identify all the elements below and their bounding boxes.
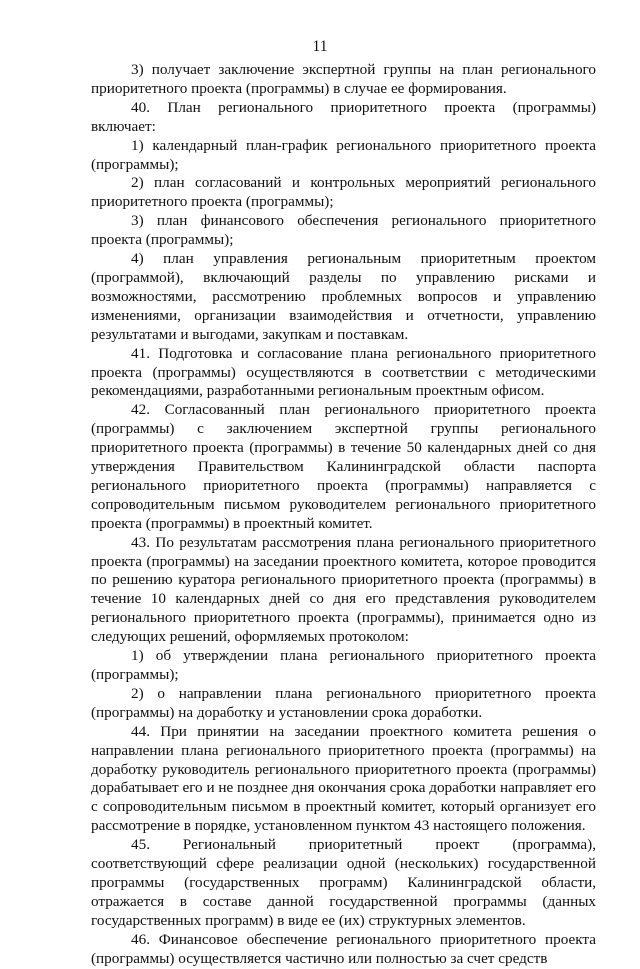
list-item-approval-decision: 1) об утверждении плана регионального приоритетного проекта (программы); [91,647,596,683]
list-item-approvals-plan: 2) план согласований и контрольных мероприятий регионального приоритетного проекта (программы); [91,174,596,211]
list-item-management-plan: 4) план управления региональным приоритетным проектом (программой), включающий разделы по управлению рисками и возможностями, рассмотрению проблемных вопросов и управлению изменениями, организации взаимодействия и отчетности, управлению результатами и выгодами, закупкам и поставкам. [91,250,596,343]
paragraph-item-3-conclusion: 3) получает заключение экспертной группы на план регионального приоритетного проекта (программы) в случае ее формирования. [91,61,596,97]
document-body [91,61,596,969]
paragraph-43: 43. По результатам рассмотрения плана регионального приоритетного проекта (программы) на заседании проектного комитета, которое проводится по решению куратора регионального приоритетного проекта (программы) в течение 10 календарных дней со дня его представления руководителем регионального приоритетного проекта (программы), принимается одно из следующих решений, оформляемых протоколом: [91,533,596,646]
paragraph-41: 41. Подготовка и согласование плана регионального приоритетного проекта (программы) осуществляются в соответствии с методическими рекомендациями, разработанными региональным проектным офисом. [91,344,596,400]
paragraph-45: 45. Региональный приоритетный проект (программа), соответствующий сфере реализации одной (нескольких) государственной программы (государственных программ) Калининградской области, отражается в составе данной государственной программы (данных государственных программ) в виде ее (их) структурных элементов. [91,836,596,929]
list-item-revision-decision: 2) о направлении плана регионального приоритетного проекта (программы) на доработку и установлении срока доработки. [91,684,596,721]
list-item-financial-plan: 3) план финансового обеспечения регионального приоритетного проекта (программы); [91,212,596,249]
paragraph-40: 40. План регионального приоритетного проекта (программы) включает: [91,98,596,135]
paragraph-42: 42. Согласованный план регионального приоритетного проекта (программы) с заключением экспертной группы регионального приоритетного проекта (программы) в течение 50 календарных дней со дня утверждения Правительством Калининградской области паспорта регионального приоритетного проекта (программы) направляется с сопроводительным письмом руководителем регионального приоритетного проекта (программы) в проектный комитет. [91,401,596,532]
list-item-calendar-plan: 1) календарный план-график регионального приоритетного проекта (программы); [91,136,596,173]
page-number: 11 [312,38,328,55]
paragraph-44: 44. При принятии на заседании проектного комитета решения о направлении плана регионального приоритетного проекта (программы) на доработку руководитель регионального приоритетного проекта (программы) дорабатывает его и не позднее дня окончания срока доработки направляет его с сопроводительным письмом в проектный комитет, который организует его рассмотрение в порядке, установленном пунктом 43 настоящего положения. [91,722,596,835]
paragraph-46: 46. Финансовое обеспечение регионального приоритетного проекта (программы) осуществляется частично или полностью за счет средств [91,930,596,967]
